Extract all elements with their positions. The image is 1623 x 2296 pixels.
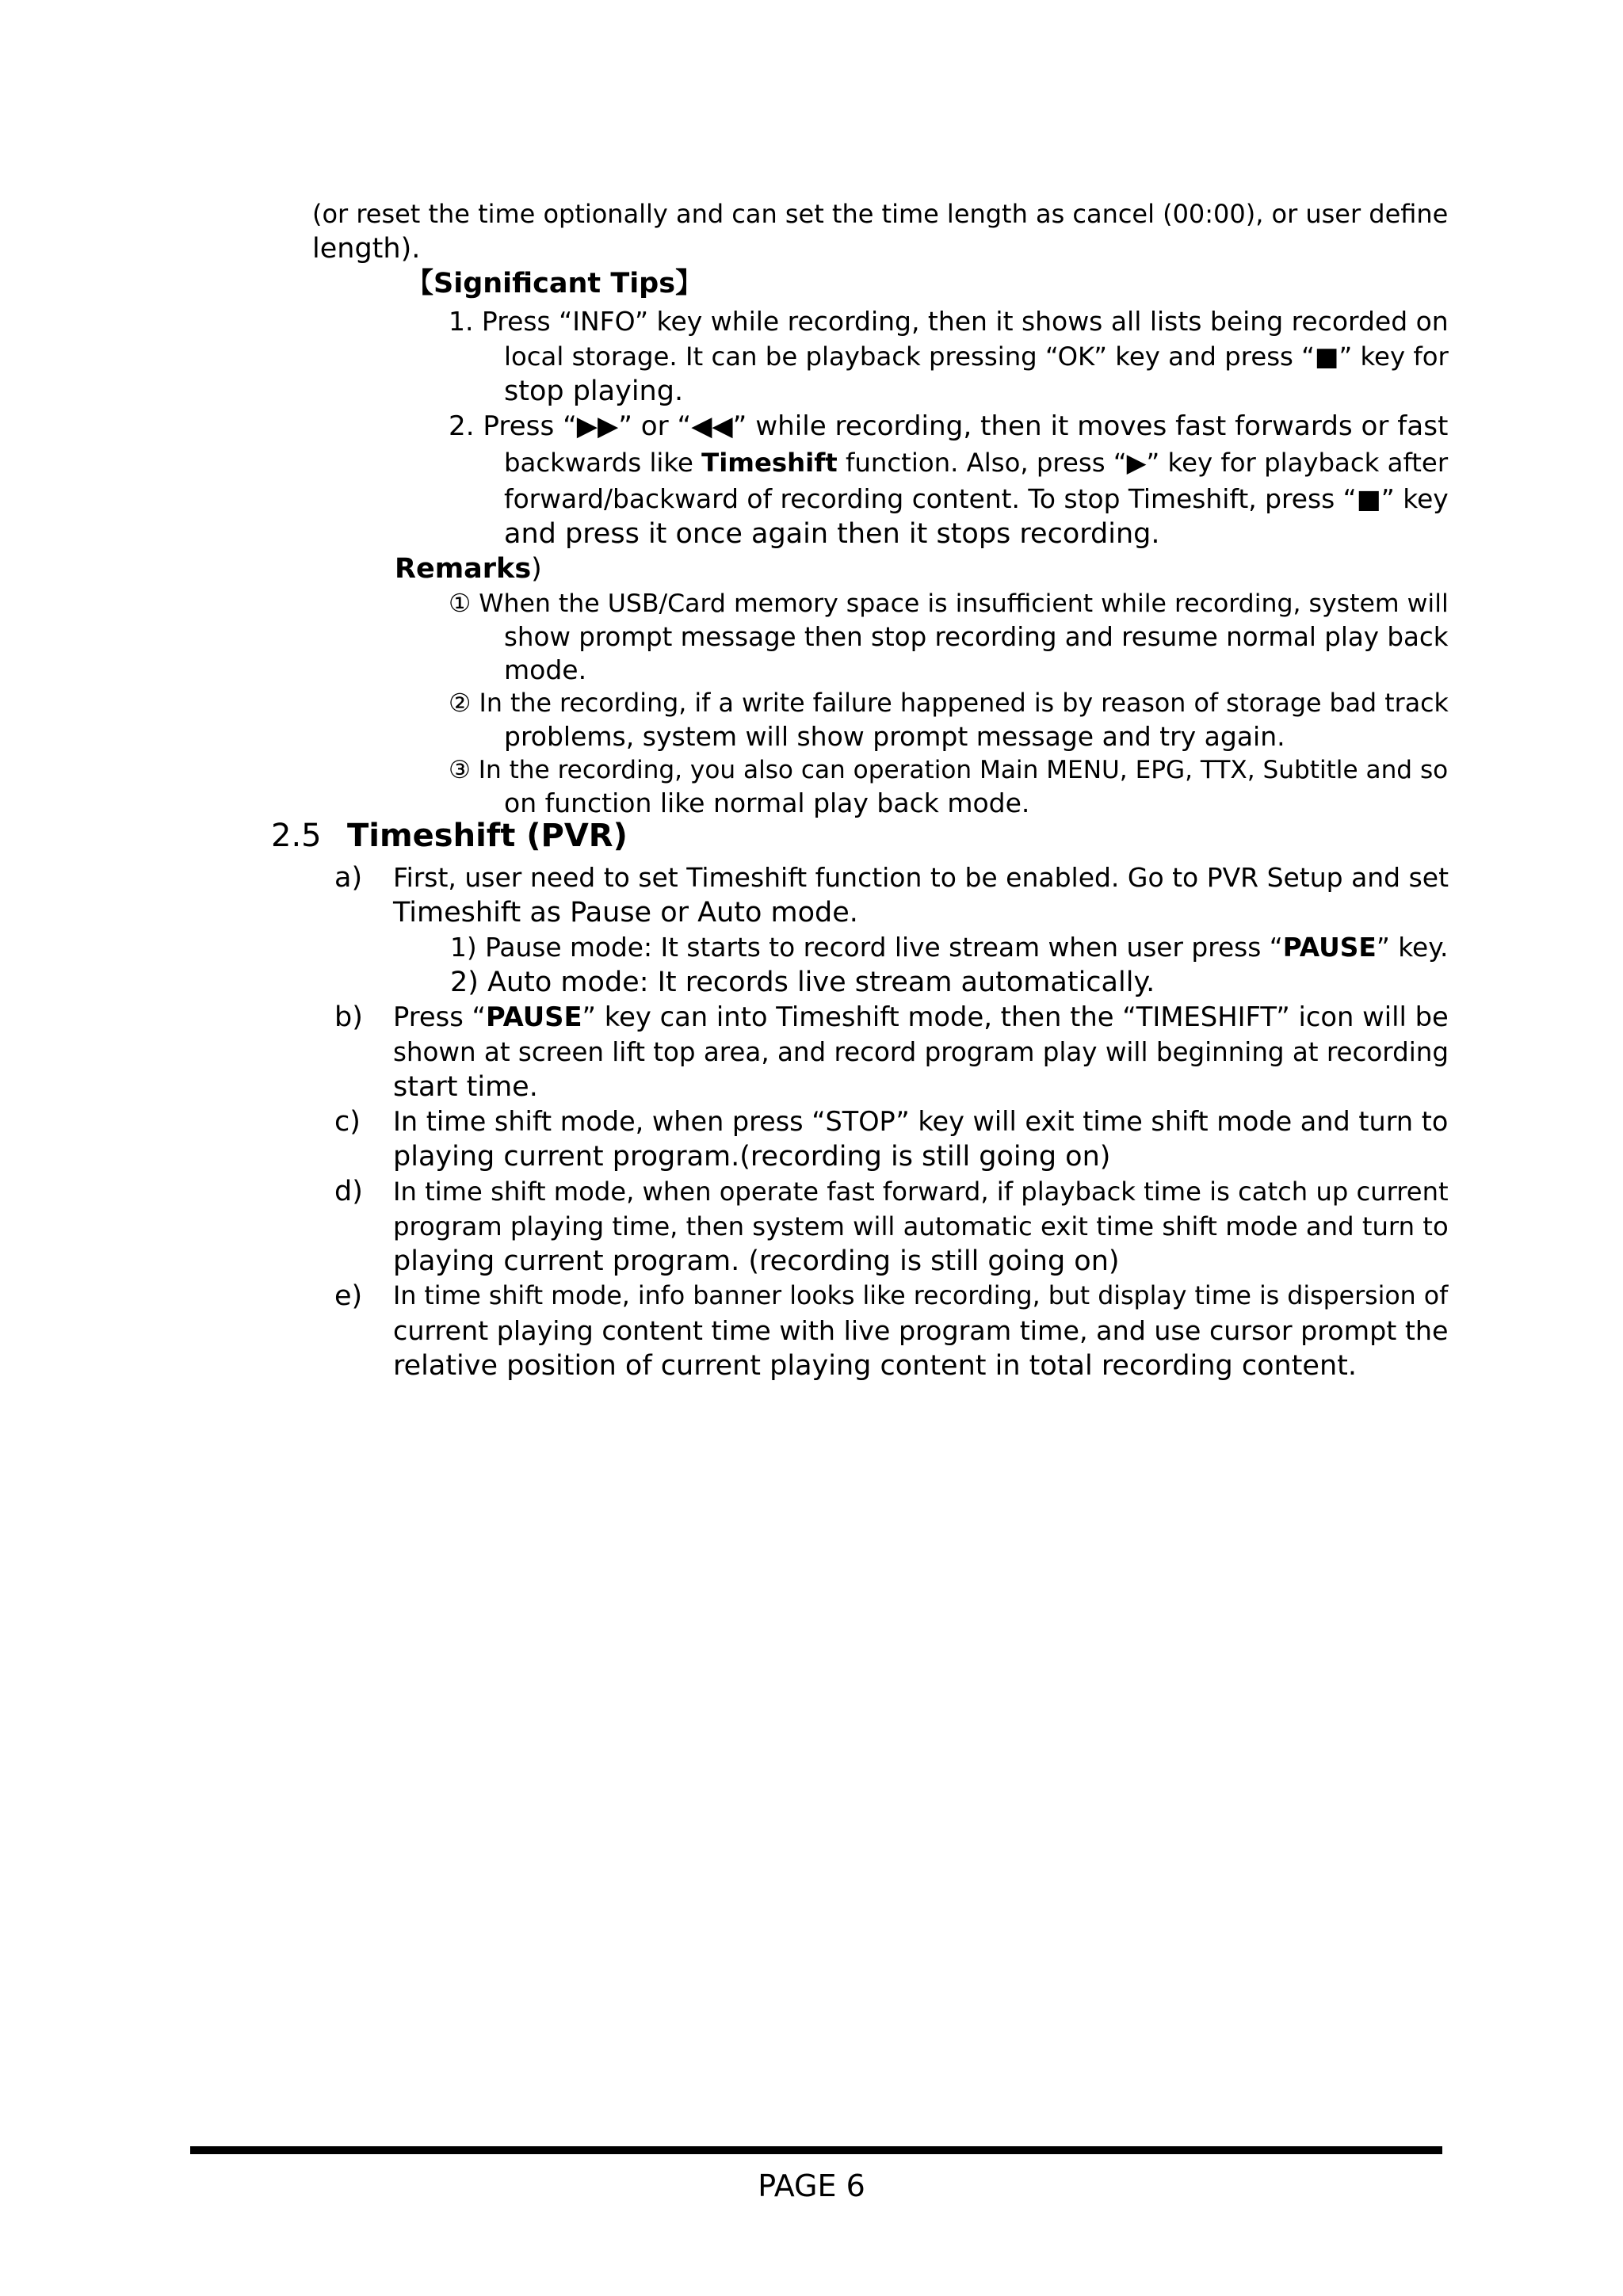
section-heading [271,816,628,856]
tip-2-line-2-pre: backwards like [504,448,702,478]
tip-1-line-1: 1. Press “INFO” key while recording, then it shows all lists being recorded on [449,306,1449,337]
section-number: 2.5 [271,818,322,854]
tip-2-line-1: 2. Press “▶▶” or “◀◀” while recording, then it moves fast forwards or fast [449,410,1449,442]
item-a-line-2: Timeshift as Pause or Auto mode. [393,897,858,929]
item-a-line-1: First, user need to set Timeshift function to be enabled. Go to PVR Setup and set [393,862,1449,893]
remark-2-line-1: ② In the recording, if a write failure happened is by reason of storage bad track [449,689,1449,718]
tips-heading: 【Significant Tips】 [406,268,704,299]
remark-1-line-2: show prompt message then stop recording and resume normal play back [504,622,1449,652]
remarks-label-tail: ) [531,553,542,585]
item-e-line-1: In time shift mode, info banner looks like recording, but display time is dispersion of [393,1282,1449,1310]
tip-2-line-3: forward/backward of recording content. To stop Timeshift, press “■” key [504,483,1449,514]
tip-2-line-2-post: function. Also, press “▶” key for playback after [837,448,1449,478]
item-b-line-1 [393,1000,1449,1035]
remark-1-line-3: mode. [504,654,587,685]
remark-3-line-1: ③ In the recording, you also can operation Main MENU, EPG, TTX, Subtitle and so [449,756,1449,784]
intro-line-1: (or reset the time optionally and can set the time length as cancel (00:00), or user define [312,199,1449,229]
item-c-label: c) [334,1106,361,1138]
item-a-sub-1 [450,930,1448,965]
timeshift-term: Timeshift [701,448,838,478]
item-d-line-2: program playing time, then system will automatic exit time shift mode and turn to [393,1211,1449,1241]
remarks-heading [395,551,542,586]
item-b-line-3: start time. [393,1071,538,1103]
item-c-line-1: In time shift mode, when press “STOP” key will exit time shift mode and turn to [393,1106,1449,1137]
item-b-line-2: shown at screen lift top area, and record program play will beginning at recording [393,1037,1449,1067]
pause-key-term-2: PAUSE [486,1001,582,1032]
footer-rule [190,2146,1442,2154]
remark-2-line-2: problems, system will show prompt message and try again. [504,721,1285,752]
item-d-line-3: playing current program. (recording is still going on) [393,1245,1120,1277]
page-number: PAGE 6 [758,2168,865,2203]
item-e-label: e) [334,1280,363,1312]
tip-2-line-2 [504,445,1448,480]
tip-1-line-2: local storage. It can be playback pressing “OK” key and press “■” key for [504,341,1449,372]
item-c-line-2: playing current program.(recording is still going on) [393,1141,1111,1173]
pause-key-term: PAUSE [1282,933,1377,963]
item-a-sub-1-post: ” key. [1376,933,1449,963]
remark-1-line-1: ① When the USB/Card memory space is insufficient while recording, system will [449,589,1449,618]
section-title: Timeshift (PVR) [347,818,628,854]
item-b-line-1-pre: Press “ [393,1001,487,1032]
item-a-sub-2: 2) Auto mode: It records live stream automatically. [450,967,1155,998]
tip-2-line-4: and press it once again then it stops recording. [504,518,1160,550]
item-a-sub-1-pre: 1) Pause mode: It starts to record live stream when user press “ [450,933,1283,963]
item-b-label: b) [334,1001,363,1033]
item-a-label: a) [334,862,363,894]
item-d-line-1: In time shift mode, when operate fast forward, if playback time is catch up current [393,1177,1449,1207]
remark-3-line-2: on function like normal play back mode. [504,788,1030,818]
item-e-line-3: relative position of current playing content in total recording content. [393,1350,1357,1382]
intro-line-2: length). [312,233,421,265]
item-d-label: d) [334,1176,363,1207]
tip-1-line-3: stop playing. [504,376,684,407]
item-e-line-2: current playing content time with live program time, and use cursor prompt the [393,1315,1449,1346]
item-b-line-1-post: ” key can into Timeshift mode, then the “TIMESHIFT” icon will be [582,1001,1449,1032]
remarks-label: Remarks [395,553,532,585]
